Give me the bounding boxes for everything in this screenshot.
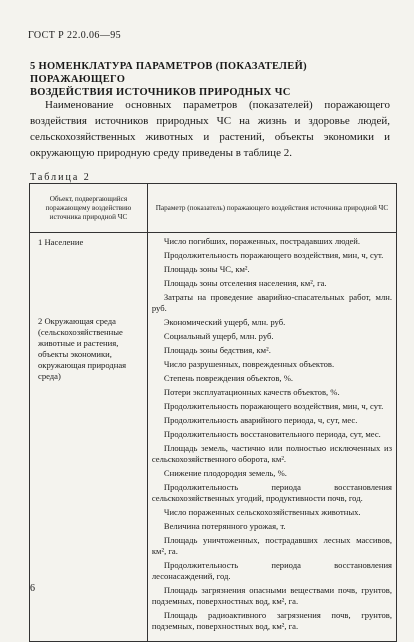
parameter-item: Площадь зоны бедствия, км².	[163, 345, 271, 355]
parameter-item: Продолжительность периода восстановления сельскохозяйственных угодий, продуктивности почв, год.	[151, 482, 392, 503]
parameter-item: Площадь земель, частично или полностью исключенных из сельскохозяйственного оборота, км².	[151, 443, 392, 464]
table-row	[30, 233, 397, 642]
page-number: 6	[30, 583, 35, 594]
section-title-line1: 5 НОМЕНКЛАТУРА ПАРАМЕТРОВ (ПОКАЗАТЕЛЕЙ) ПОРАЖАЮЩЕГО	[30, 61, 307, 85]
parameter-item: Площадь загрязнения опасными веществами почв, грунтов, подземных, поверхностных вод, км², га.	[151, 585, 392, 606]
parameter-item: Степень повреждения объектов, %.	[163, 373, 294, 383]
parameter-item: Число пораженных сельскохозяйственных животных.	[163, 507, 361, 517]
parameter-item: Величина потерянного урожая, т.	[163, 521, 286, 531]
objects-cell	[30, 233, 148, 642]
parameter-item: Площадь зоны ЧС, км².	[163, 264, 250, 274]
intro-paragraph	[30, 97, 390, 161]
parameter-item: Продолжительность восстановительного периода, сут, мес.	[163, 429, 381, 439]
parameter-item: Экономический ущерб, млн. руб.	[163, 317, 286, 327]
parameters-table	[29, 183, 397, 642]
parameter-item: Продолжительность поражающего воздействия, мин, ч, сут.	[163, 250, 384, 260]
parameter-item: Число погибших, пораженных, пострадавших людей.	[163, 236, 361, 246]
intro-paragraph-text: Наименование основных параметров (показателей) поражающего воздействия источников природных ЧС на жизнь и здоровье людей, сельскохозяйственных животных и растений, объекты экономики и окружающую природную среду приведены в таблице 2.	[30, 99, 390, 159]
section-title-line2: ВОЗДЕЙСТВИЯ ИСТОЧНИКОВ ПРИРОДНЫХ ЧС	[30, 87, 291, 98]
parameter-item: Площадь радиоактивного загрязнения почв, грунтов, подземных, поверхностных вод, км², га.	[151, 610, 392, 631]
parameter-item: Площадь уничтоженных, пострадавших лесных массивов, км², га.	[151, 535, 392, 556]
parameters-cell	[147, 233, 396, 642]
header-object: Объект, подвергающийся поражающему воздействию источника природной ЧС	[30, 184, 148, 233]
standard-header: ГОСТ Р 22.0.06—95	[28, 30, 122, 41]
parameter-item: Затраты на проведение аварийно-спасательных работ, млн. руб.	[151, 292, 392, 313]
parameter-item: Потери эксплуатационных качеств объектов, %.	[163, 387, 340, 397]
parameter-item: Число разрушенных, поврежденных объектов.	[163, 359, 335, 369]
table-header-row	[30, 184, 397, 233]
parameter-item: Продолжительность периода восстановления лесонасаждений, год.	[151, 560, 392, 581]
object-population: 1 Население	[38, 237, 84, 247]
parameter-item: Продолжительность аварийного периода, ч, сут, мес.	[163, 415, 358, 425]
parameter-item: Продолжительность поражающего воздействия, мин, ч, сут.	[163, 401, 384, 411]
table-label: Таблица 2	[30, 172, 91, 183]
parameter-item: Социальный ущерб, млн. руб.	[163, 331, 274, 341]
parameter-item: Снижение плодородия земель, %.	[163, 468, 287, 478]
object-environment: 2 Окружающая среда (сельскохозяйственные животные и растения, объекты экономики, окружающая природная среда)	[38, 316, 127, 381]
header-parameter: Параметр (показатель) поражающего воздействия источника природной ЧС	[147, 184, 396, 233]
section-title	[30, 60, 400, 99]
parameter-item: Площадь зоны отселения населения, км², га.	[163, 278, 327, 288]
